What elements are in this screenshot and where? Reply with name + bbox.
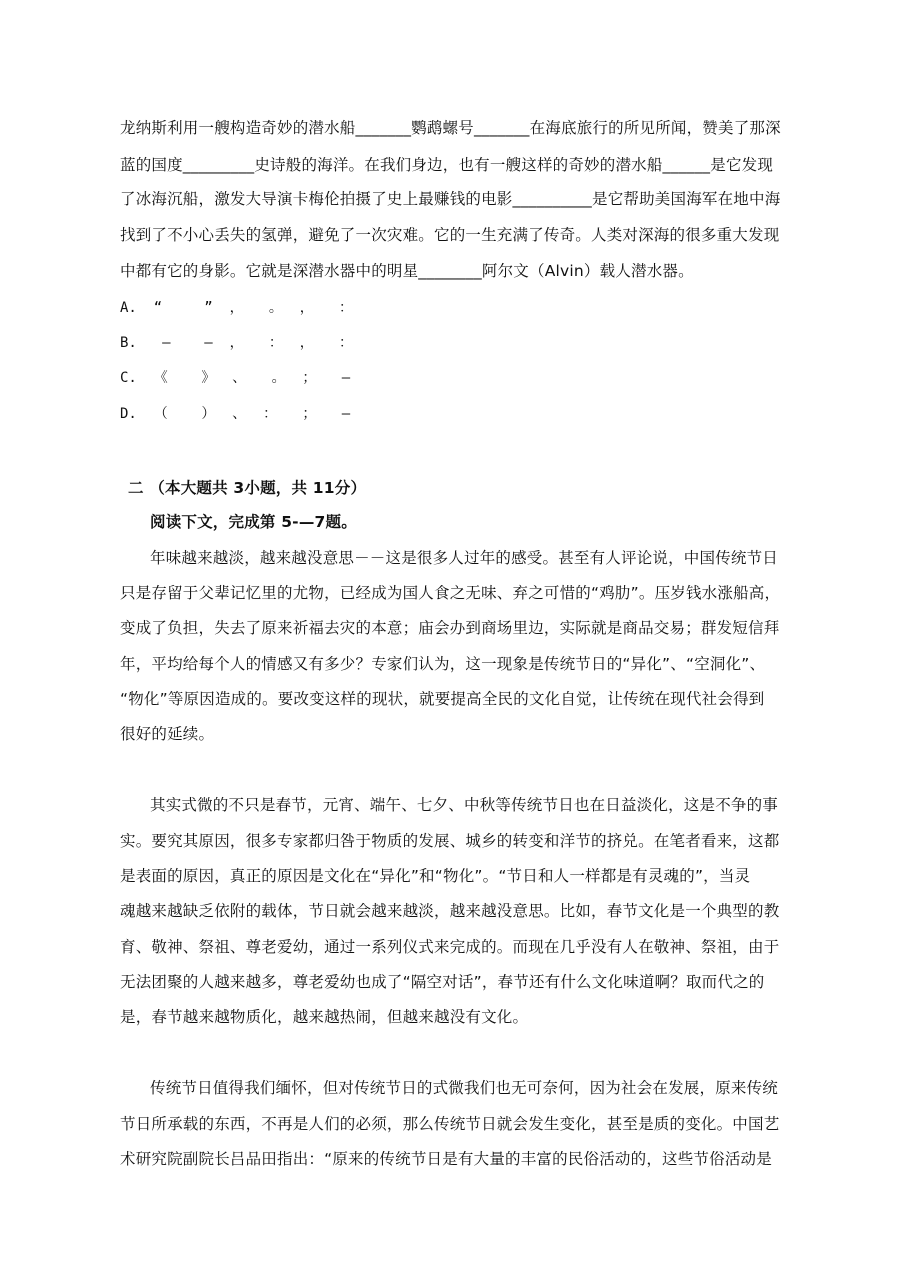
paragraph-2-line-2: 实。要究其原因，很多专家都归咎于物质的发展、城乡的转变和洋节的挤兑。在笔者看来，这都	[120, 832, 780, 850]
paragraph-2-line-6: 无法团聚的人越来越多，尊老爱幼也成了“隔空对话”，春节还有什么文化味道啊？取而代之的	[120, 973, 765, 991]
paragraph-2-line-4: 魂越来越缺乏依附的载体，节日就会越来越淡，越来越没意思。比如，春节文化是一个典型的教	[120, 902, 780, 920]
paragraph-1-line-4: 年，平均给每个人的情感又有多少？专家们认为，这一现象是传统节日的“异化”、“空洞化”、	[120, 655, 766, 673]
paragraph-1-line-1: 年味越来越淡，越来越没意思－－这是很多人过年的感受。甚至有人评论说，中国传统节日	[150, 549, 779, 567]
paragraph-2-line-5: 育、敬神、祭祖、尊老爱幼，通过一系列仪式来完成的。而现在几乎没有人在敬神、祭祖，由于	[120, 938, 780, 956]
question-line-3: 了冰海沉船，激发大导演卡梅伦拍摄了史上最赚钱的电影__________是它帮助美国海军在地中海	[120, 190, 781, 208]
paragraph-3-line-3: 术研究院副院长吕品田指出：“原来的传统节日是有大量的丰富的民俗活动的，这些节俗活动是	[120, 1150, 772, 1168]
option-c: C. 《 》 、 。 ； —	[120, 370, 351, 386]
section-instruction: 阅读下文，完成第 5-—7题。	[150, 513, 357, 531]
question-line-2: 蓝的国度_________史诗般的海洋。在我们身边，也有一艘这样的奇妙的潜水船______是它发现	[120, 156, 774, 174]
option-a: A. “ ” ， 。 ， ：	[120, 300, 354, 316]
paragraph-3-line-2: 节日所承载的东西，不再是人们的必须，那么传统节日就会发生变化，甚至是质的变化。中国艺	[120, 1115, 780, 1133]
paragraph-1-line-5: “物化”等原因造成的。要改变这样的现状，就要提高全民的文化自觉，让传统在现代社会得到	[120, 690, 765, 708]
paragraph-2-line-7: 是，春节越来越物质化，越来越热闹，但越来越没有文化。	[120, 1008, 529, 1026]
section-heading: 二 （本大题共 3小题，共 11分）	[128, 479, 367, 497]
question-line-1: 龙纳斯利用一艘构造奇妙的潜水船_______鹦鹉螺号_______在海底旅行的所见所闻，赞美了那深	[120, 119, 781, 137]
paragraph-1-line-3: 变成了负担，失去了原来祈福去灾的本意；庙会办到商场里边，实际就是商品交易；群发短信拜	[120, 619, 780, 637]
paragraph-1-line-2: 只是存留于父辈记忆里的尤物，已经成为国人食之无味、弃之可惜的“鸡肋”。压岁钱水涨船高，	[120, 584, 781, 602]
paragraph-3-line-1: 传统节日值得我们缅怀，但对传统节日的式微我们也无可奈何，因为社会在发展，原来传统	[150, 1079, 779, 1097]
paragraph-2-line-1: 其实式微的不只是春节，元宵、端午、七夕、中秋等传统节日也在日益淡化，这是不争的事	[150, 796, 779, 814]
option-b: B. — — ， ： ， ：	[120, 335, 354, 351]
option-d: D. （ ） 、 ： ； —	[120, 406, 351, 422]
question-line-4: 找到了不小心丢失的氢弹，避免了一次灾难。它的一生充满了传奇。人类对深海的很多重大发现	[120, 226, 780, 244]
question-line-5: 中都有它的身影。它就是深潜水器中的明星________阿尔文（Alvin）载人潜水器。	[120, 262, 694, 280]
paragraph-2-line-3: 是表面的原因，真正的原因是文化在“异化”和“物化”。“节日和人一样都是有灵魂的”，当灵	[120, 867, 751, 885]
paragraph-1-line-6: 很好的延续。	[120, 725, 215, 743]
